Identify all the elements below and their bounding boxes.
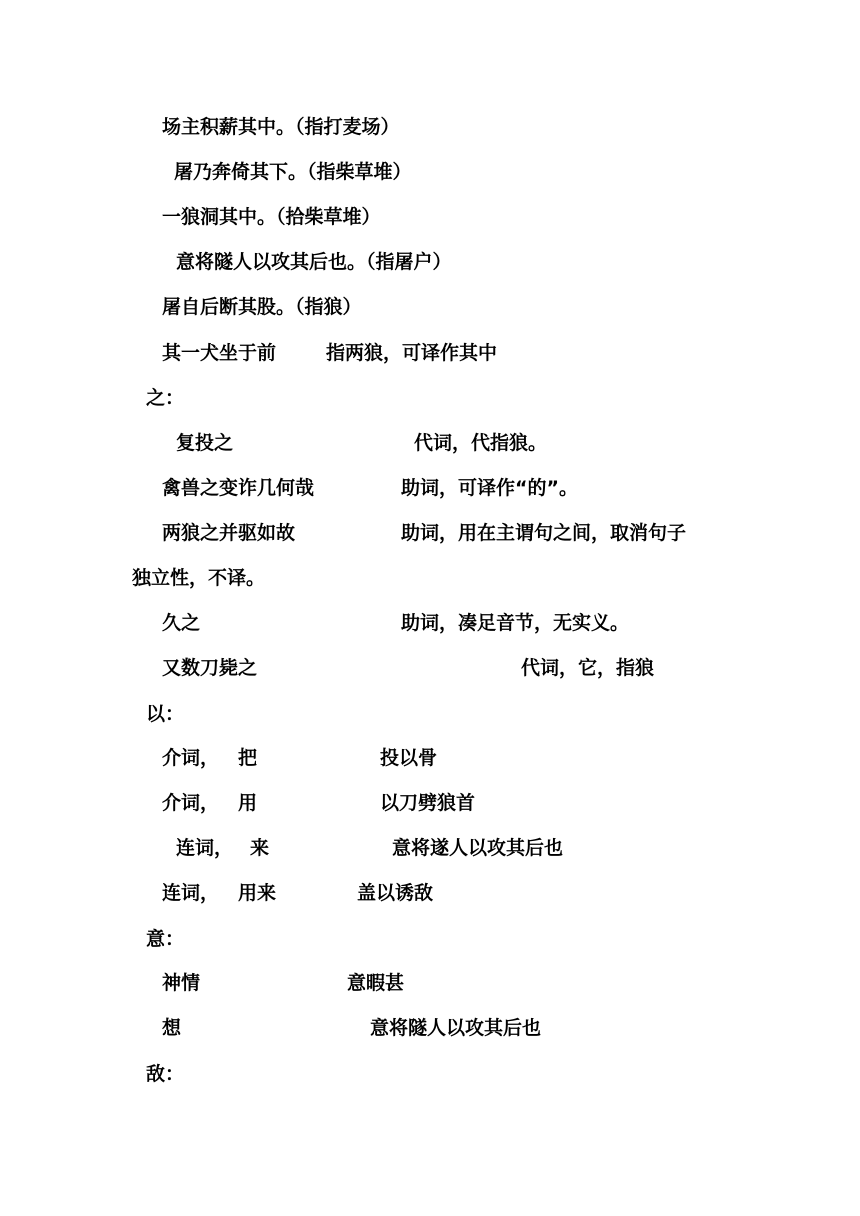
text-line: 代词，代指狼。 xyxy=(414,432,548,454)
text-line: 独立性，不译。 xyxy=(132,567,266,589)
text-line: 想 xyxy=(162,1017,182,1039)
text-line: 助词，凑足音节，无实义。 xyxy=(401,612,630,634)
section-heading: 以： xyxy=(146,703,185,725)
text-line: 助词，用在主谓句之间，取消句子 xyxy=(401,522,687,544)
text-line: 神情 xyxy=(162,972,201,994)
text-line: 连词， xyxy=(176,837,234,859)
text-line: 其一犬坐于前 xyxy=(162,342,277,364)
text-line: 盖以诱敌 xyxy=(357,882,434,904)
text-line: 介词， xyxy=(162,747,220,769)
text-line: 来 xyxy=(250,837,270,859)
text-line: 介词， xyxy=(162,792,220,814)
text-line: 意将隧人以攻其后也 xyxy=(370,1017,542,1039)
text-line: 助词，可译作“的”。 xyxy=(401,477,578,499)
text-line: 又数刀毙之 xyxy=(162,657,258,679)
text-line: 用来 xyxy=(238,882,277,904)
text-line: 意暇甚 xyxy=(347,972,405,994)
text-line: 场主积薪其中。（指打麦场） xyxy=(162,116,400,138)
section-heading: 之： xyxy=(146,387,185,409)
text-line: 连词， xyxy=(162,882,220,904)
text-line: 复投之 xyxy=(176,432,234,454)
text-line: 指两狼，可译作其中 xyxy=(326,342,498,364)
text-line: 两狼之并驱如故 xyxy=(162,522,296,544)
text-line: 屠乃奔倚其下。（指柴草堆） xyxy=(174,161,412,183)
text-line: 投以骨 xyxy=(380,747,438,769)
section-heading: 意： xyxy=(146,928,185,950)
text-line: 禽兽之变诈几何哉 xyxy=(162,477,315,499)
text-line: 一狼洞其中。（拾柴草堆） xyxy=(162,206,381,228)
section-heading: 敌： xyxy=(146,1063,185,1085)
text-line: 意将隧人以攻其后也。（指屠户） xyxy=(176,251,452,273)
text-line: 屠自后断其股。（指狼） xyxy=(162,296,362,318)
text-line: 代词，它，指狼 xyxy=(521,657,655,679)
text-line: 意将遂人以攻其后也 xyxy=(392,837,564,859)
text-line: 把 xyxy=(238,747,258,769)
text-line: 久之 xyxy=(162,612,201,634)
text-line: 用 xyxy=(238,792,258,814)
text-line: 以刀劈狼首 xyxy=(380,792,476,814)
